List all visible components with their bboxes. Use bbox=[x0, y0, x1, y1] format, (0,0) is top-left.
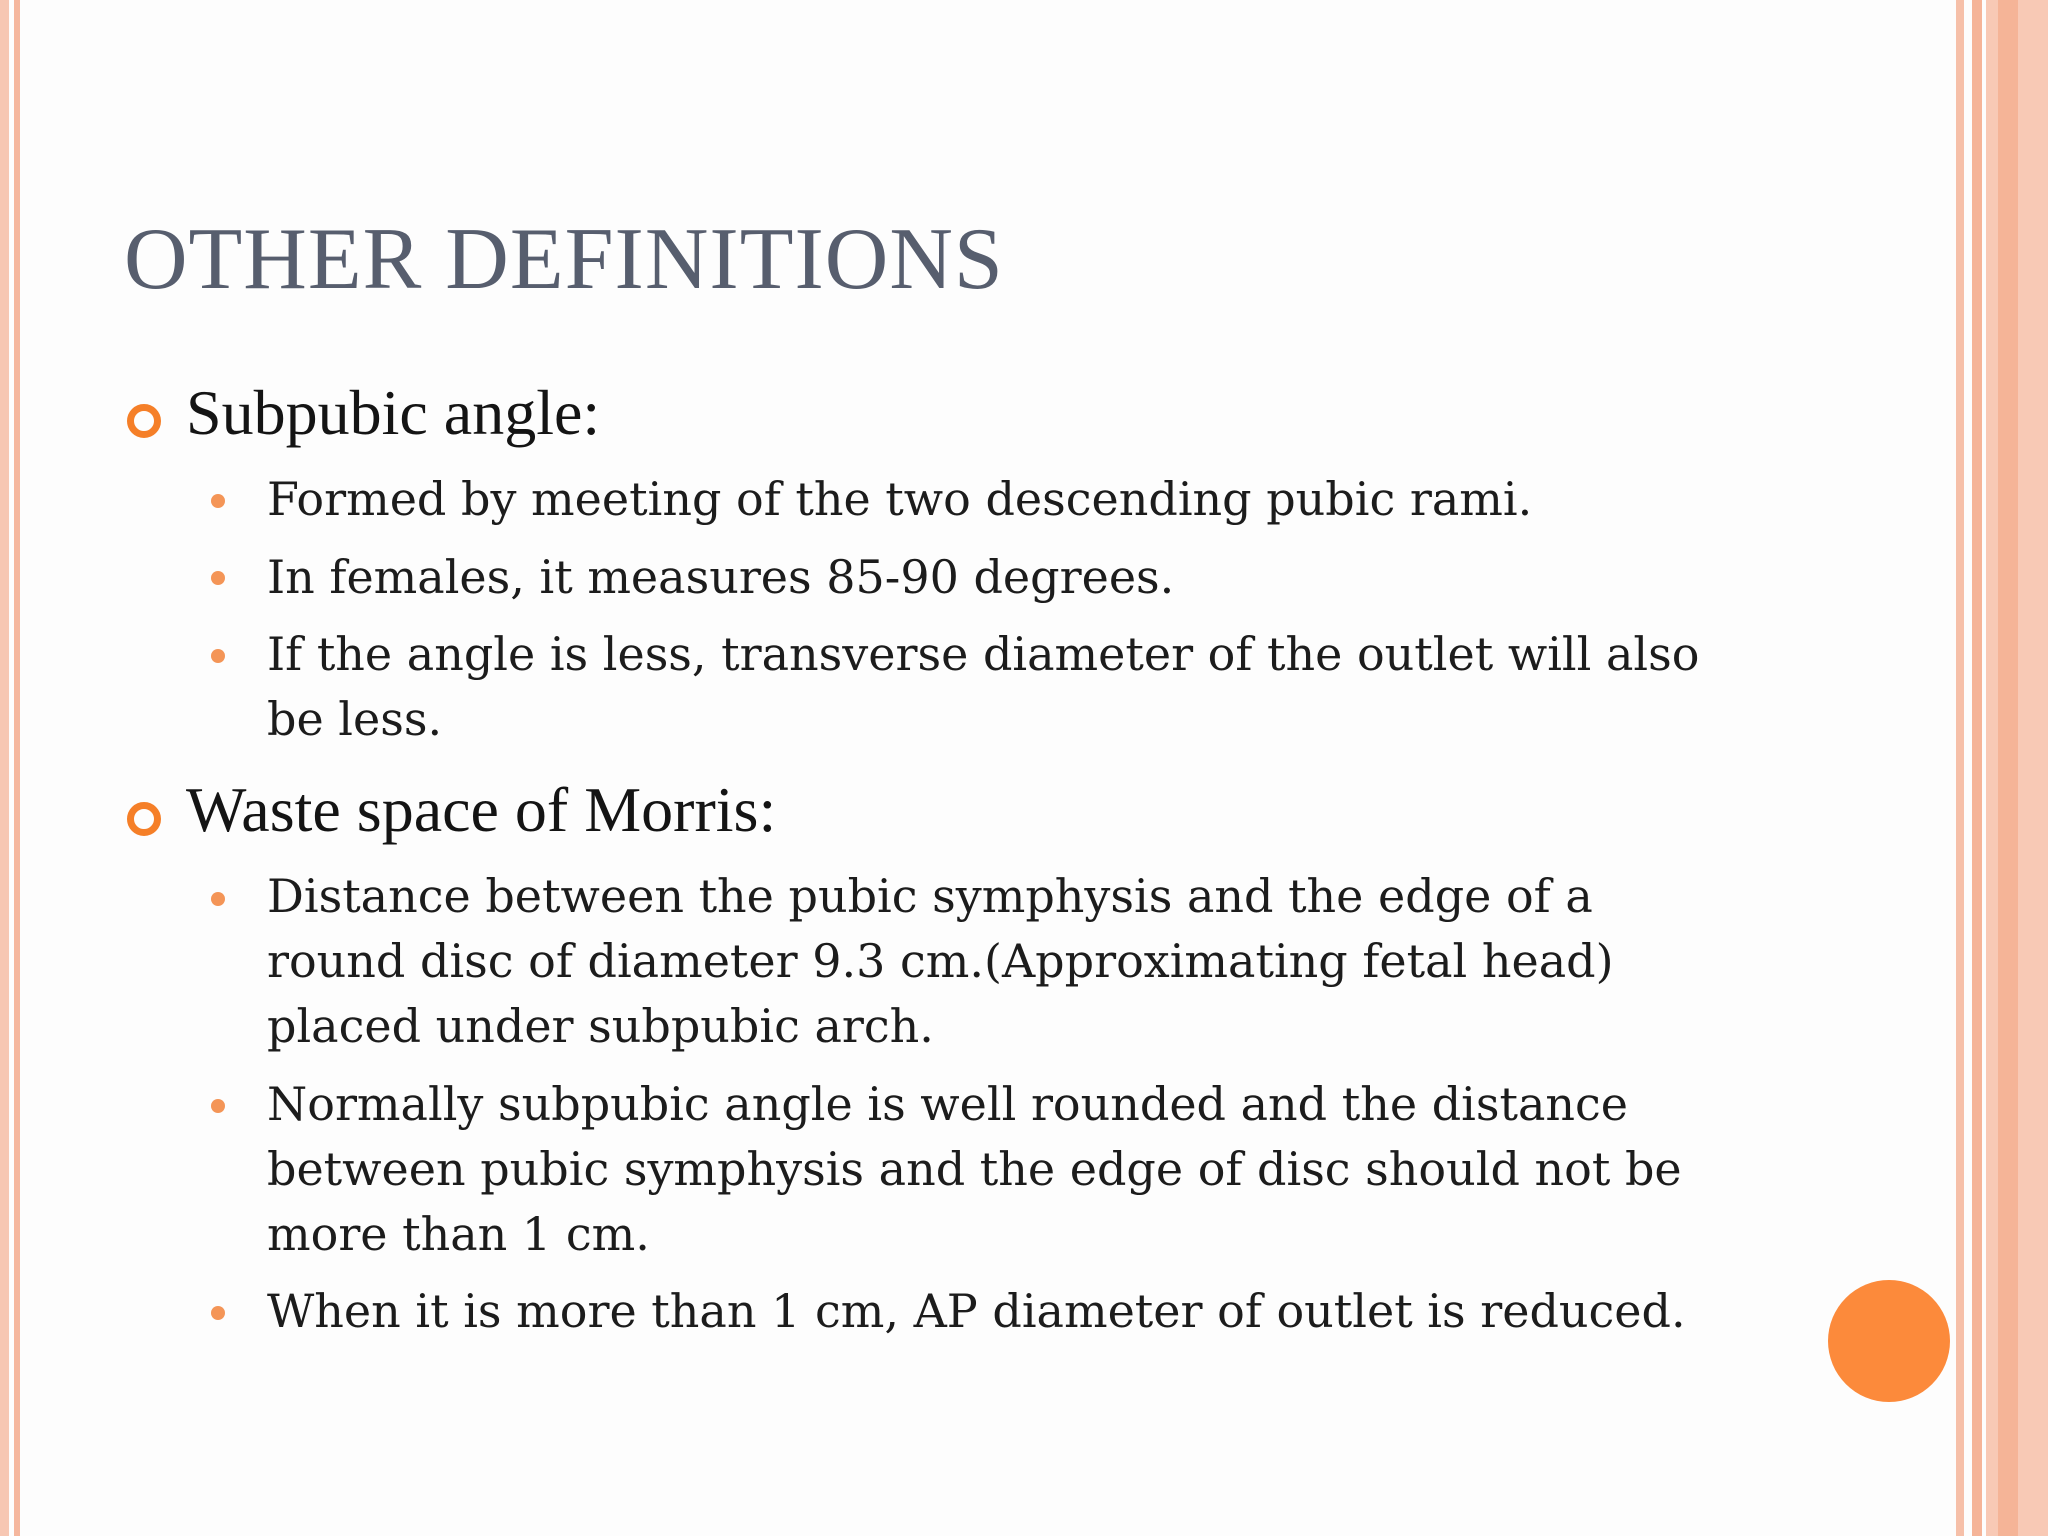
dot-bullet-icon bbox=[211, 649, 225, 663]
dot-bullet-icon bbox=[211, 1099, 225, 1113]
dot-bullet-icon bbox=[211, 1306, 225, 1320]
dot-bullet-icon bbox=[211, 571, 225, 585]
dot-bullet-icon bbox=[211, 494, 225, 508]
bullet-point: Formed by meeting of the two descending pubic rami. bbox=[267, 472, 1533, 526]
bullet-point: In females, it measures 85-90 degrees. bbox=[267, 550, 1175, 604]
ring-bullet-icon bbox=[127, 404, 161, 438]
dot-bullet-icon bbox=[211, 892, 225, 906]
bullet-point: Distance between the pubic symphysis and the edge of a round disc of diameter 9.3 cm.(Approximating fetal head) placed under subpubic arch. bbox=[267, 869, 1614, 1053]
slide-title: OTHER DEFINITIONS bbox=[124, 211, 1004, 308]
section-heading-waste-space: Waste space of Morris: bbox=[186, 774, 777, 845]
section-heading-subpubic-angle: Subpubic angle: bbox=[186, 377, 601, 448]
bullet-point: If the angle is less, transverse diameter of the outlet will also be less. bbox=[267, 627, 1700, 746]
bullet-point: When it is more than 1 cm, AP diameter of outlet is reduced. bbox=[267, 1284, 1686, 1338]
ring-bullet-icon bbox=[127, 802, 161, 836]
bullet-point: Normally subpubic angle is well rounded and the distance between pubic symphysis and the edge of disc should not be more than 1 cm. bbox=[267, 1077, 1682, 1261]
